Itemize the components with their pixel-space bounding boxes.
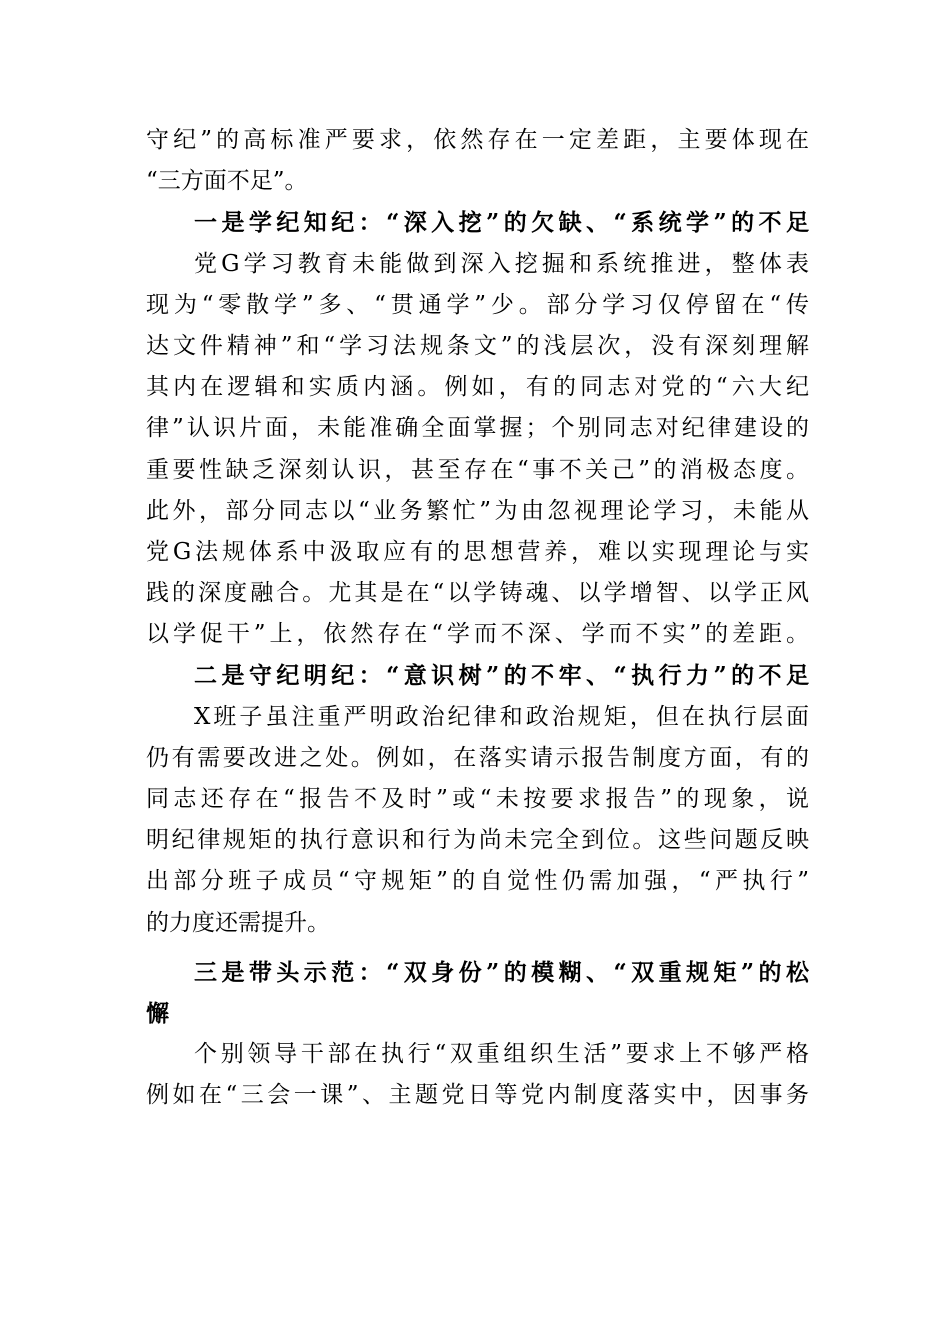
text-line: “三方面不足”。 (146, 168, 308, 195)
text-line: 一是学纪知纪：“深入挖”的欠缺、“系统学”的不足 (194, 209, 809, 237)
text-line: 三是带头示范：“双身份”的模糊、“双重规矩”的松 (194, 958, 809, 986)
text-line: 个别领导干部在执行“双重组织生活”要求上不够严格 (194, 1041, 809, 1068)
body-paragraph (146, 1034, 809, 1116)
text-line: 党G法规体系中汲取应有的思想营养，难以实现理论与实 (146, 538, 809, 565)
section-heading (146, 952, 809, 1034)
text-line: 出部分班子成员“守规矩”的自觉性仍需加强，“严执行” (146, 868, 809, 895)
text-line: 党G学习教育未能做到深入挖掘和系统推进，整体表 (194, 250, 809, 277)
spacer (146, 944, 809, 952)
text-line: 懈 (146, 999, 169, 1027)
text-line: 达文件精神”和“学习法规条文”的浅层次，没有深刻理解 (146, 332, 809, 359)
section-heading (146, 202, 809, 243)
text-line: 仍有需要改进之处。例如，在落实请示报告制度方面，有的 (146, 744, 809, 771)
body-paragraph (146, 697, 809, 944)
document-page (146, 120, 809, 1117)
text-line: 重要性缺乏深刻认识，甚至存在“事不关己”的消极态度。 (146, 456, 809, 483)
text-line: 例如在“三会一课”、主题党日等党内制度落实中，因事务 (146, 1082, 809, 1109)
text-line: 践的深度融合。尤其是在“以学铸魂、以学增智、以学正风 (146, 580, 809, 607)
text-line: 以学促干”上，依然存在“学而不深、学而不实”的差距。 (146, 621, 809, 648)
text-line: X班子虽注重严明政治纪律和政治规矩，但在执行层面 (194, 703, 809, 730)
text-line: 律”认识片面，未能准确全面掌握；个别同志对纪律建设的 (146, 415, 809, 442)
text-line: 现为“零散学”多、“贯通学”少。部分学习仅停留在“传 (146, 291, 809, 318)
text-line: 的力度还需提升。 (146, 909, 330, 936)
text-line: 其内在逻辑和实质内涵。例如，有的同志对党的“六大纪 (146, 374, 809, 401)
section-heading (146, 655, 809, 696)
body-paragraph (146, 244, 809, 656)
text-line: 同志还存在“报告不及时”或“未按要求报告”的现象，说 (146, 786, 809, 812)
text-line: 二是守纪明纪：“意识树”的不牢、“执行力”的不足 (194, 662, 809, 690)
body-paragraph (146, 120, 809, 202)
text-line: 此外，部分同志以“业务繁忙”为由忽视理论学习，未能从 (146, 497, 809, 524)
text-line: 明纪律规矩的执行意识和行为尚未完全到位。这些问题反映 (146, 827, 809, 854)
text-line: 守纪”的高标准严要求，依然存在一定差距，主要体现在 (146, 127, 809, 153)
